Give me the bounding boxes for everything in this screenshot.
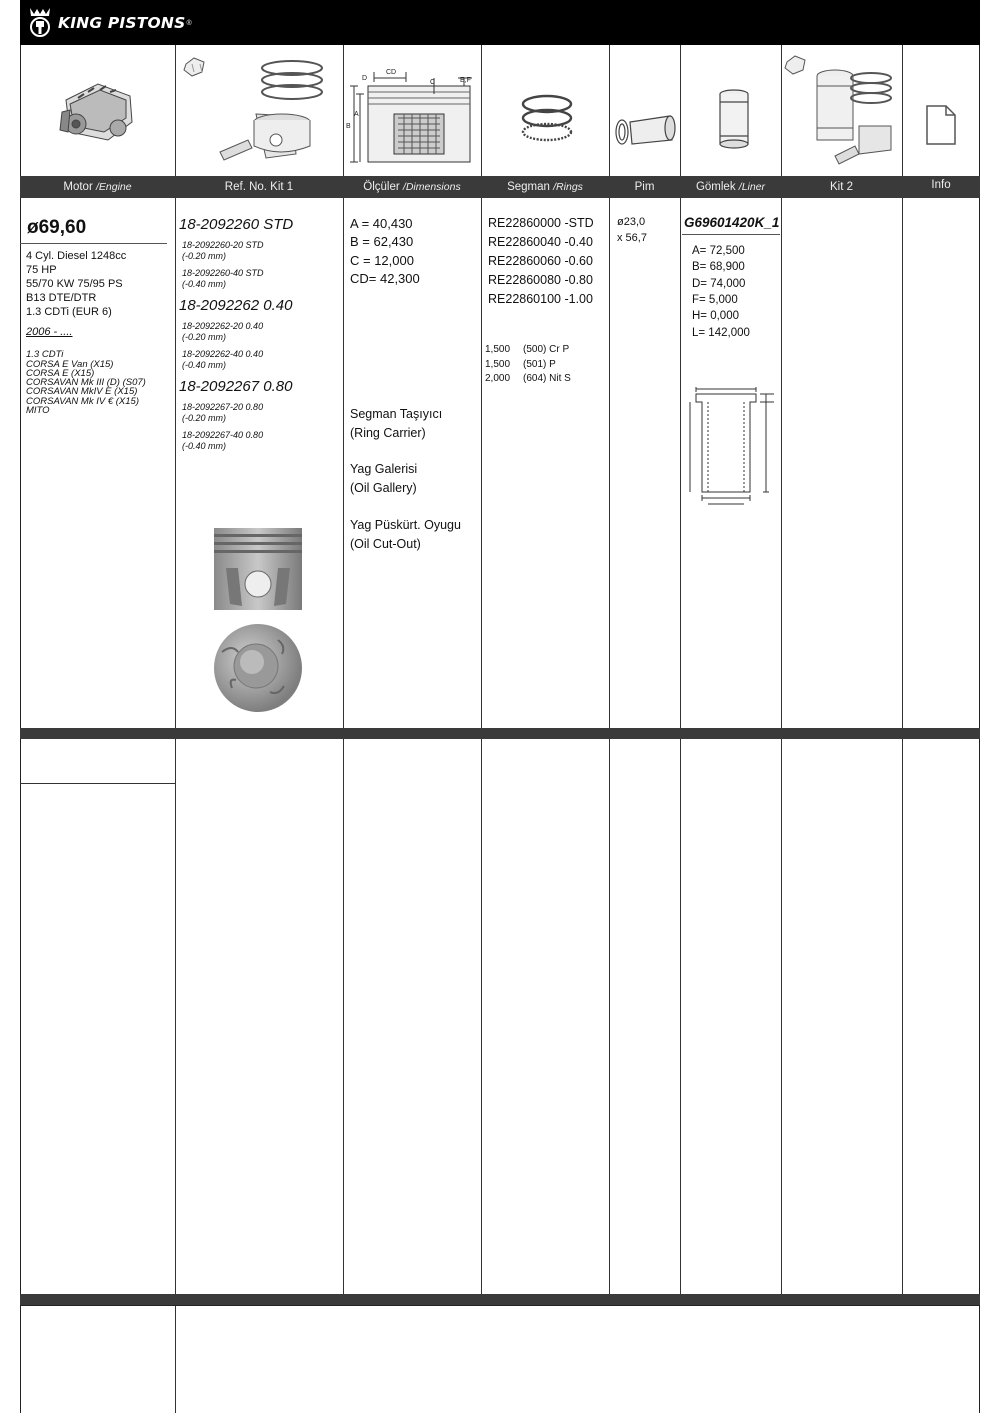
ring-width: 2,000	[485, 373, 511, 384]
dimension-value: CD= 42,300	[350, 271, 420, 286]
dimension-value: B = 62,430	[350, 234, 414, 249]
ring-width: 1,500	[485, 359, 511, 370]
piston-logo-icon	[26, 6, 54, 40]
vehicle-model: CORSA E Van (X15)	[26, 359, 114, 370]
liner-dim: L= 142,000	[692, 327, 750, 339]
note-oil-gallery: Yag Galerisi	[350, 462, 418, 476]
ref-kit-sub-size: (-0.40 mm)	[182, 360, 227, 370]
dimension-value: A = 40,430	[350, 216, 413, 231]
liner-drawing	[684, 386, 780, 508]
document-icon	[924, 104, 958, 146]
vehicle-model: CORSAVAN Mk IV € (X15)	[26, 396, 139, 407]
ring-type: (500) Cr P	[523, 344, 570, 355]
dim-label-b: B	[346, 123, 351, 130]
header-dimensions: Ölçüler /Dimensions	[363, 181, 461, 193]
header-rings: Segman /Rings	[507, 181, 583, 193]
ref-kit-main: 18-2092267 0.80	[179, 378, 293, 395]
rings-icon	[520, 92, 574, 148]
pin-length: x 56,7	[617, 232, 647, 244]
vehicle-model: CORSAVAN MkIV E (X15)	[26, 386, 138, 397]
ref-kit-sub: 18-2092262-40 0.40	[182, 349, 264, 359]
piston-kit-icon	[180, 50, 340, 170]
header-ref-kit1: Ref. No. Kit 1	[224, 181, 294, 193]
kit2-icon	[783, 50, 901, 172]
ref-kit-sub-size: (-0.40 mm)	[182, 279, 227, 289]
liner-dim: B= 68,900	[692, 261, 745, 273]
ref-kit-sub-size: (-0.20 mm)	[182, 413, 227, 423]
ref-kit-sub: 18-2092267-40 0.80	[182, 430, 264, 440]
engine-years: 2006 - ....	[26, 326, 73, 338]
vehicle-model: CORSAVAN Mk III (D) (S07)	[26, 377, 146, 388]
pin-diameter: ø23,0	[617, 216, 646, 228]
liner-dim: H= 0,000	[692, 310, 739, 322]
note-ring-carrier-en: (Ring Carrier)	[350, 426, 426, 440]
engine-icon	[48, 70, 148, 152]
ref-kit-main: 18-2092262 0.40	[179, 297, 293, 314]
liner-dim: F= 5,000	[692, 294, 738, 306]
vehicle-model: CORSA E (X15)	[26, 368, 95, 379]
liner-dim: A= 72,500	[692, 245, 745, 257]
dim-label-cd: CD	[386, 69, 397, 76]
col-divider	[609, 45, 610, 1295]
ring-type: (604) Nit S	[523, 373, 571, 384]
ring-ref: RE22860060 -0.60	[488, 254, 593, 268]
dimension-value: C = 12,000	[350, 253, 414, 268]
ring-type: (501) P	[523, 359, 556, 370]
ref-kit-sub: 18-2092262-20 0.40	[182, 321, 264, 331]
ref-kit-sub-size: (-0.20 mm)	[182, 251, 227, 261]
ref-kit-sub: 18-2092260-20 STD	[182, 240, 264, 250]
liner-ref: G69601420K_1	[684, 215, 780, 230]
liner-ref-underline	[682, 234, 780, 235]
piston-top-image	[212, 622, 304, 714]
piston-dimension-icon	[346, 64, 480, 168]
liner-dim: D= 74,000	[692, 278, 746, 290]
header-liner: Gömlek /Liner	[695, 181, 766, 193]
pin-icon	[612, 112, 680, 148]
header-info: Info	[931, 179, 951, 191]
col-divider	[481, 45, 482, 1295]
section-band	[20, 1294, 980, 1305]
bore-diameter: ø69,60	[27, 217, 87, 238]
engine-spec: 1.3 CDTi (EUR 6)	[26, 306, 112, 318]
ring-ref: RE22860080 -0.80	[488, 273, 593, 287]
dim-label-d: D	[362, 75, 368, 82]
bore-underline	[20, 243, 167, 244]
ref-kit-sub-size: (-0.20 mm)	[182, 332, 227, 342]
engine-spec: 4 Cyl. Diesel 1248cc	[26, 250, 127, 262]
piston-side-image	[208, 524, 308, 614]
ring-ref: RE22860040 -0.40	[488, 235, 593, 249]
dim-label-a: A	[354, 111, 359, 118]
liner-icon	[716, 88, 752, 150]
row-divider	[20, 1305, 980, 1306]
ring-width: 1,500	[485, 344, 511, 355]
dim-label-ef: E,F	[460, 77, 471, 84]
col-divider	[680, 45, 681, 1295]
page-frame	[20, 0, 980, 1413]
col-divider	[781, 45, 782, 1295]
header-pin: Pim	[634, 181, 655, 193]
dim-label-c: C	[430, 79, 436, 86]
vehicle-model: 1.3 CDTi	[26, 349, 64, 360]
ring-ref: RE22860000 -STD	[488, 216, 594, 230]
note-oil-cutout-en: (Oil Cut-Out)	[350, 537, 421, 551]
section-band	[20, 728, 980, 739]
vehicle-model: MITO	[26, 405, 50, 416]
ref-kit-main: 18-2092260 STD	[179, 216, 294, 233]
ref-kit-sub-size: (-0.40 mm)	[182, 441, 227, 451]
engine-spec: 55/70 KW 75/95 PS	[26, 278, 123, 290]
engine-spec: 75 HP	[26, 264, 57, 276]
ref-kit-sub: 18-2092260-40 STD	[182, 268, 264, 278]
col-divider	[902, 45, 903, 1295]
note-oil-gallery-en: (Oil Gallery)	[350, 481, 417, 495]
brand-logo: KING PISTONS ®	[26, 6, 192, 40]
header-engine: Motor /Engine	[63, 181, 132, 193]
row-divider	[20, 783, 175, 784]
ring-ref: RE22860100 -1.00	[488, 292, 593, 306]
note-oil-cutout: Yag Püskürt. Oyugu	[350, 518, 461, 532]
engine-spec: B13 DTE/DTR	[26, 292, 97, 304]
note-ring-carrier: Segman Taşıyıcı	[350, 407, 443, 421]
ref-kit-sub: 18-2092267-20 0.80	[182, 402, 264, 412]
column-header-row	[20, 176, 980, 198]
brand-name: KING PISTONS	[58, 14, 186, 32]
header-kit2: Kit 2	[829, 181, 853, 193]
col-divider	[343, 45, 344, 1295]
